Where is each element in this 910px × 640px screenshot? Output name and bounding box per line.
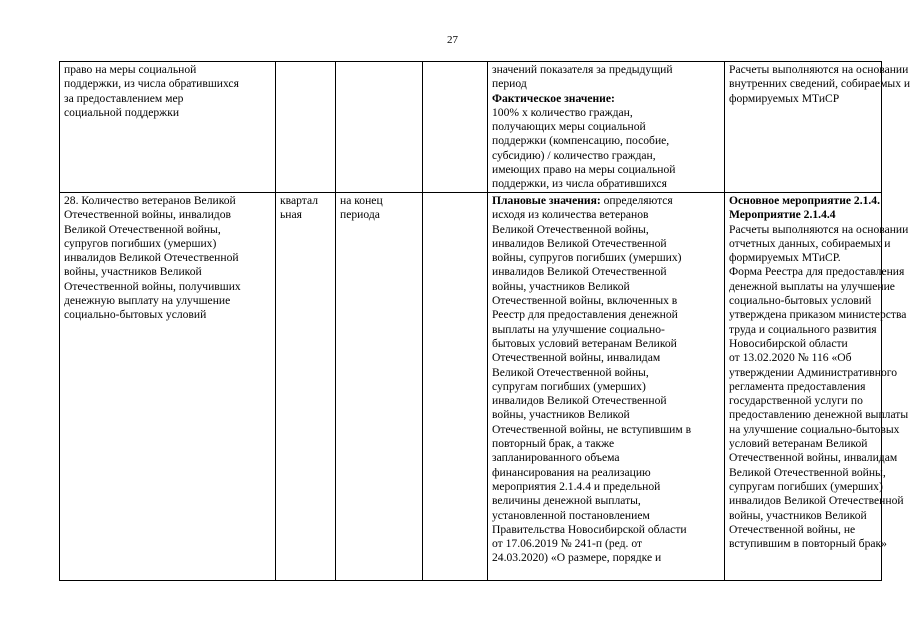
text-line: Основное мероприятие 2.1.4. [729,194,881,207]
text-line: денежную выплату на улучшение [64,294,231,308]
text-line: право на меры социальной [64,63,197,76]
method-intro [492,63,720,92]
time-characteristic [340,194,418,223]
unit-cell [423,193,488,581]
table-row [60,62,882,193]
periodicity-cell [276,62,336,193]
text-line: инвалидов Великой Отечественной [492,236,667,250]
text-line: Отечественной войны, инвалидов [64,208,231,222]
text-line: финансирования на реализацию [492,465,651,479]
text-line: мероприятия 2.1.4.4 и предельной [492,479,661,493]
indicator-name-cell [60,62,276,193]
text-line: значений показателя за предыдущий [492,63,673,76]
indicator-name [64,63,271,120]
text-line: квартал [280,194,318,207]
table-row [60,193,882,581]
text-line: на улучшение социально-бытовых [729,422,900,436]
text-line: труда и социального развития [729,322,877,336]
text-line: поддержки, из числа обратившихся [492,177,667,191]
text-line: бытовых условий ветеранам Великой [492,336,677,350]
text-line: на конец [340,194,383,207]
method-heading: Плановые значения: [492,194,601,207]
text-line: вступившим в повторный брак» [729,537,887,551]
text-line: отчетных данных, собираемых и [729,236,891,250]
source-text [729,63,910,106]
text-line: от 17.06.2019 № 241-п (ред. от [492,537,643,551]
method-heading-tail: определяются [600,194,673,207]
text-line: поддержки (компенсацию, пособие, [492,134,670,148]
text-line: предоставлению денежной выплаты [729,408,909,422]
time-characteristic-cell [336,193,423,581]
text-line: условий ветеранам Великой [729,437,868,451]
text-line: запланированного объема [492,451,620,465]
text-line: субсидию) / количество граждан, [492,148,656,162]
text-line: 100% х количество граждан, [492,105,633,119]
text-line: 24.03.2020) «О размере, порядке и [492,551,662,565]
method-first-line [492,194,720,208]
text-line: формируемых МТиСР. [729,251,841,265]
text-line: Отечественной войны, не вступившим в [492,422,692,436]
unit-cell [423,62,488,193]
periodicity-cell [276,193,336,581]
text-line: Новосибирской области [729,336,848,350]
indicator-name-cell [60,193,276,581]
text-line: супругам погибших (умерших) [729,479,883,493]
text-line: ьная [280,208,302,222]
text-line: периода [340,208,380,222]
text-line: Великой Отечественной войны, [729,465,886,479]
text-line: период [492,77,527,91]
text-line: войны, участников Великой [492,279,630,293]
data-source-cell [725,62,910,193]
text-line: Отечественной войны, инвалидам [729,451,898,465]
data-source-cell [725,193,909,581]
periodicity [280,194,331,223]
text-line: социально-бытовых условий [64,308,207,322]
text-line: величины денежной выплаты, [492,494,641,508]
text-line: внутренних сведений, собираемых и [729,77,910,91]
text-line: войны, участников Великой [492,408,630,422]
text-line: супругам погибших (умерших) [492,379,646,393]
text-line: инвалидов Великой Отечественной [492,265,667,279]
text-line: утверждена приказом министерства [729,308,907,322]
time-characteristic-cell [336,62,423,193]
text-line: Расчеты выполняются на основании [729,222,909,236]
text-line: от 13.02.2020 № 116 «Об [729,351,852,365]
text-line: Великой Отечественной войны, [492,365,649,379]
text-line: Отечественной войны, инвалидам [492,351,661,365]
text-line: получающих меры социальной [492,120,646,134]
text-line: Отечественной войны, получивших [64,279,241,293]
text-line: социальной поддержки [64,105,180,119]
text-line: инвалидов Великой Отечественной [64,251,239,265]
text-line: регламента предоставления [729,379,866,393]
text-line: Великой Отечественной войны, [64,222,221,236]
page-number: 27 [447,34,458,46]
text-line: государственной услуги по [729,394,863,408]
text-line: установленной постановлением [492,508,650,522]
text-line: Мероприятие 2.1.4.4 [729,208,836,222]
text-line: инвалидов Великой Отечественной [729,494,904,508]
text-line: Великой Отечественной войны, [492,222,649,236]
text-line: поддержки, из числа обратившихся [64,77,239,91]
text-line: Правительства Новосибирской области [492,522,687,536]
text-line: социально-бытовых условий [729,294,872,308]
text-line: супругов погибших (умерших) [64,236,217,250]
text-line: Реестр для предоставления денежной [492,308,678,322]
text-line: войны, участников Великой [64,265,202,279]
text-line: выплаты на улучшение социально- [492,322,665,336]
source-heading [729,194,881,223]
text-line: войны, участников Великой [729,508,867,522]
calculation-method-cell [488,193,725,581]
method-heading: Фактическое значение: [492,91,615,105]
method-text [492,106,720,192]
text-line: за предоставлением мер [64,91,184,105]
text-line: денежной выплаты на улучшение [729,279,895,293]
text-line: войны, супругов погибших (умерших) [492,251,682,265]
text-line: утверждении Административного [729,365,898,379]
text-line: инвалидов Великой Отечественной [492,394,667,408]
text-line: 28. Количество ветеранов Великой [64,194,236,207]
calculation-method-cell [488,62,725,193]
text-line: Форма Реестра для предоставления [729,265,905,279]
text-line: формируемых МТиСР [729,91,840,105]
text-line: повторный брак, а также [492,437,615,451]
text-line: Отечественной войны, не [729,522,856,536]
source-text [729,222,909,552]
indicator-name [64,194,271,323]
text-line: имеющих право на меры социальной [492,163,676,177]
method-text [492,208,720,565]
text-line: Расчеты выполняются на основании [729,63,909,76]
text-line: исходя из количества ветеранов [492,208,649,222]
text-line: Отечественной войны, включенных в [492,294,678,308]
indicators-table [59,61,910,581]
